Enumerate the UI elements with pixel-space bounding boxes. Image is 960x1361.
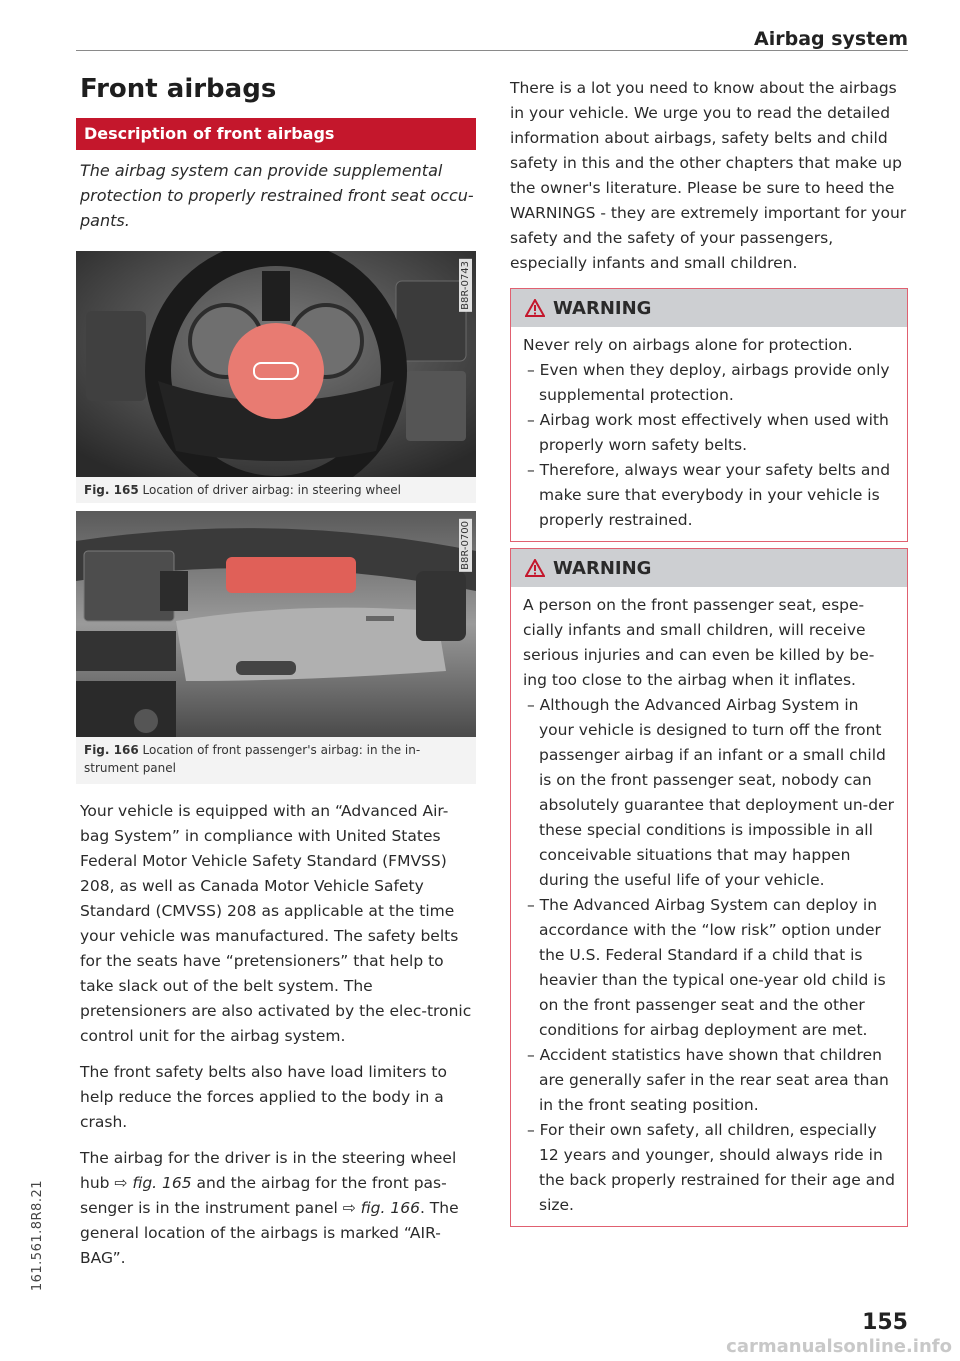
- page-title: Front airbags: [80, 74, 277, 104]
- warning-header: [511, 549, 907, 587]
- warning-item: – Even when they deploy, airbags provide only supplemental protection.: [527, 361, 890, 404]
- warning-item: – Accident statistics have shown that children are generally safer in the rear seat area than in the front seating position.: [527, 1046, 889, 1114]
- figure-reference-link[interactable]: fig. 165: [132, 1174, 192, 1192]
- figure-165: [76, 251, 476, 503]
- warning-list: [523, 693, 895, 1218]
- steering-wheel-photo: [76, 251, 476, 477]
- document-code: 161.561.8R8.21: [30, 1180, 45, 1292]
- figure-caption: [84, 741, 470, 777]
- body-paragraph: The front safety belts also have load limiters to help reduce the forces applied to the body in a crash.: [80, 1063, 447, 1131]
- warning-body: [511, 327, 907, 541]
- warning-header: [511, 289, 907, 327]
- text-span: . The general location of the airbags is marked “AIR-BAG”.: [80, 1199, 459, 1267]
- section-header: Airbag system: [754, 28, 908, 50]
- warning-box-2: [510, 548, 908, 1227]
- warning-item: – The Advanced Airbag System can deploy in accordance with the “low risk” option under the U.S. Federal Standard if a child that is heavier than the typical one-year old child is on the front passenger seat and the other conditions for airbag deployment are met.: [527, 896, 886, 1039]
- left-body: [80, 799, 476, 1282]
- figure-code: B8R-0743: [460, 261, 471, 310]
- warning-triangle-icon: [525, 299, 545, 317]
- text-span: The airbag for the driver is in the steering wheel hub ⇨: [80, 1149, 457, 1192]
- figure-number: Fig. 165: [84, 483, 139, 497]
- subsection-heading: Description of front airbags: [76, 118, 476, 150]
- warning-title: WARNING: [553, 297, 652, 319]
- warning-item: – For their own safety, all children, especially 12 years and younger, should always ride in the back properly restrained for their age and size.: [527, 1121, 895, 1214]
- text-span: and the airbag for the front pas-senger is in the instrument panel ⇨: [80, 1174, 447, 1217]
- body-paragraph: [80, 1146, 476, 1271]
- warning-lead: Never rely on airbags alone for protection.: [523, 336, 853, 354]
- warning-triangle-icon: [525, 559, 545, 577]
- right-intro: There is a lot you need to know about the airbags in your vehicle. We urge you to read the detailed information about airbags, safety belts and child safety in this and the other chapters that make up the owner's literature. Please be sure to heed the WARNINGS - they are extremely important for your safety and the safety of your passengers, especially infants and small children.: [510, 79, 907, 272]
- warning-item: – Airbag work most effectively when used with properly worn safety belts.: [527, 411, 889, 454]
- figure-reference-link[interactable]: fig. 166: [360, 1199, 420, 1217]
- watermark: carmanualsonline.info: [726, 1336, 952, 1357]
- body-paragraph: Your vehicle is equipped with an “Advanced Air-bag System” in compliance with United States Federal Motor Vehicle Safety Standard (FMVSS) 208, as well as Canada Motor Vehicle Safety Standard (CMVSS) 208 as applicable at the time your vehicle was manufactured. The safety belts for the seats have “pretensioners” that help to take slack out of the belt system. The pretensioners are also activated by the elec-tronic control unit for the airbag system.: [80, 802, 472, 1045]
- header-divider: [76, 50, 908, 51]
- figure-code: B8R-0700: [460, 521, 471, 570]
- figure-caption-text: Location of driver airbag: in steering wheel: [142, 483, 401, 497]
- warning-title: WARNING: [553, 557, 652, 579]
- intro-text: The airbag system can provide supplemental protection to properly restrained front seat occu-pants.: [80, 161, 474, 230]
- page-number: 155: [862, 1310, 908, 1335]
- warning-body: [511, 587, 907, 1226]
- figure-166: [76, 511, 476, 784]
- warning-box-1: [510, 288, 908, 542]
- warning-list: [523, 358, 895, 533]
- figure-caption: [84, 481, 470, 499]
- warning-item: – Therefore, always wear your safety belts and make sure that everybody in your vehicle is properly restrained.: [527, 461, 891, 529]
- figure-number: Fig. 166: [84, 743, 139, 757]
- warning-item: – Although the Advanced Airbag System in your vehicle is designed to turn off the front passenger airbag if an infant or a small child is on the front passenger seat, nobody can absolutely guarantee that deployment un-der these special conditions is impossible in all conceivable situations that may happen during the useful life of your vehicle.: [527, 696, 895, 889]
- warning-lead: A person on the front passenger seat, espe-cially infants and small children, will receive serious injuries and can even be killed by be-ing too close to the airbag when it inflates.: [523, 596, 875, 689]
- instrument-panel-photo: [76, 511, 476, 737]
- figure-caption-text: Location of front passenger's airbag: in the in-strument panel: [84, 743, 421, 775]
